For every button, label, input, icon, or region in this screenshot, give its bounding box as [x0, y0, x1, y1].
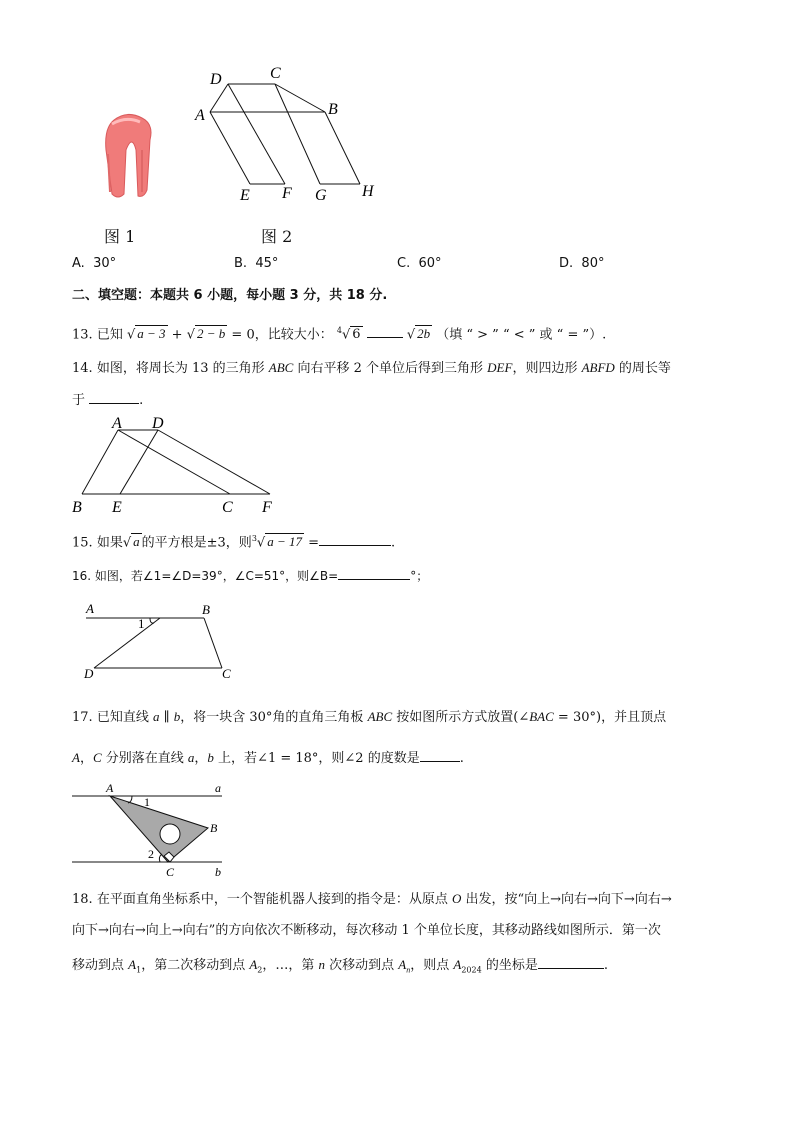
question-18-line2: 向下→向右→向上→向右”的方向依次不断移动，每次移动 1 个单位长度，其移动路线如图所示．第一次: [72, 923, 661, 938]
question-17: 17. 已知直线 a ∥ b，将一块含 30°角的直角三角板 ABC 按如图所示方式放置(∠BAC = 30°)，并且顶点: [72, 709, 667, 725]
section-2-title: 二、填空题：本题共 6 小题，每小题 3 分，共 18 分.: [72, 288, 388, 303]
option-b: B. 45°: [234, 256, 279, 271]
label-C: C: [270, 65, 281, 82]
figure-q14: [68, 412, 288, 516]
svg-text:b: b: [215, 865, 221, 879]
svg-text:F: F: [262, 499, 272, 516]
svg-text:E: E: [112, 499, 122, 516]
label-F: F: [282, 185, 292, 202]
svg-text:A: A: [106, 781, 114, 795]
svg-text:B: B: [202, 602, 210, 617]
answer-blank-15[interactable]: [319, 533, 391, 546]
label-H: H: [362, 183, 374, 200]
svg-text:1: 1: [138, 616, 145, 631]
label-A: A: [195, 107, 205, 124]
answer-blank-14[interactable]: [89, 391, 139, 404]
svg-text:a: a: [215, 781, 221, 795]
svg-text:C: C: [222, 499, 233, 516]
svg-text:A: A: [112, 415, 122, 432]
answer-blank-18[interactable]: [538, 956, 604, 969]
svg-text:D: D: [152, 415, 164, 432]
svg-text:D: D: [84, 666, 94, 681]
svg-text:C: C: [166, 865, 175, 879]
svg-text:C: C: [222, 666, 231, 681]
label-E: E: [240, 187, 250, 204]
answer-blank-17[interactable]: [420, 749, 460, 762]
svg-text:1: 1: [144, 795, 150, 809]
label-D: D: [210, 71, 222, 88]
option-d: D. 80°: [559, 256, 605, 271]
question-18: 18. 在平面直角坐标系中，一个智能机器人接到的指令是：从原点 O 出发，按“向上→向右→向下→向右→: [72, 891, 672, 907]
svg-text:B: B: [72, 499, 82, 516]
scarf-image: [92, 110, 162, 202]
svg-text:B: B: [210, 821, 218, 835]
label-B: B: [328, 101, 338, 118]
figure-1-caption: 图 1: [104, 227, 136, 246]
question-17-cont: A，C 分别落在直线 a，b 上，若∠1 = 18°，则∠2 的度数是 .: [72, 750, 464, 766]
figure-q17: [70, 780, 230, 880]
option-c: C. 60°: [397, 256, 442, 271]
question-14: 14. 如图，将周长为 13 的三角形 ABC 向右平移 2 个单位后得到三角形 DEF，则四边形 ABFD 的周长等: [72, 360, 671, 376]
question-14-cont: 于 .: [72, 393, 144, 408]
question-18-line3: 移动到点 $A_1$，第二次移动到点 $A_2$，…，第 n 次移动到点 $A_n$，则点 $A_{2024}$ 的坐标是 .: [72, 957, 608, 975]
svg-text:2: 2: [148, 847, 154, 861]
answer-blank-13[interactable]: [367, 325, 403, 338]
option-a: A. 30°: [72, 256, 117, 271]
question-15: 15. 如果√ a 的平方根是±3，则$^3$√ a − 17 = .: [72, 534, 396, 551]
question-13: 13. 已知 √ a − 3 + √ 2 − b = 0，比较大小： $^4$√ 6 √ 2b （填 “ > ” “ < ” 或 “ = ”）.: [72, 326, 607, 343]
figure-2-parallelogram: [190, 62, 390, 212]
figure-2-caption: 图 2: [261, 227, 293, 246]
svg-text:A: A: [86, 601, 94, 616]
answer-blank-16[interactable]: [338, 567, 410, 580]
label-G: G: [315, 187, 327, 204]
question-16: 16. 如图，若∠1=∠D=39°，∠C=51°，则∠B= °；: [72, 569, 429, 583]
figure-q16: [80, 598, 240, 682]
